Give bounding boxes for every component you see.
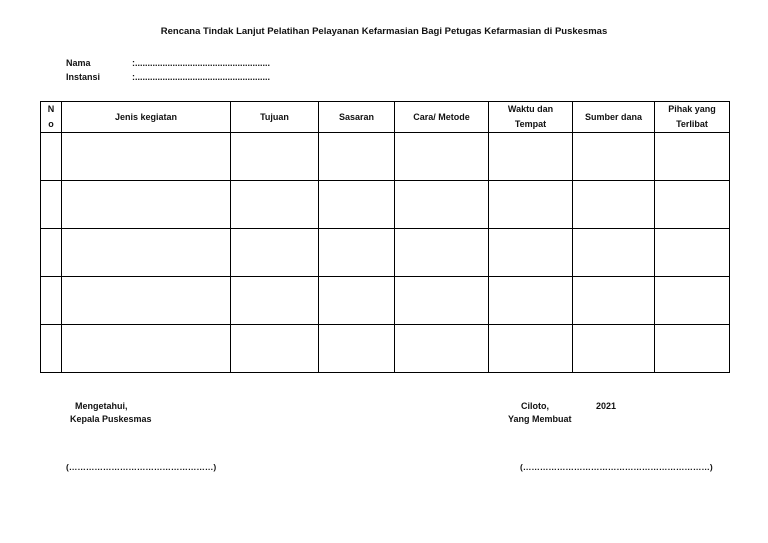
table-cell[interactable] [319, 133, 395, 181]
nama-row [66, 58, 270, 68]
table-row [41, 277, 730, 325]
table-cell[interactable] [319, 325, 395, 373]
left-signature-blank: (……………………………………………) [66, 462, 217, 472]
table-row [41, 133, 730, 181]
kepala-puskesmas-label: Kepala Puskesmas [70, 414, 152, 424]
table-cell[interactable] [395, 181, 489, 229]
table-cell[interactable] [62, 133, 231, 181]
instansi-row [66, 72, 270, 82]
year-label: 2021 [596, 401, 617, 411]
nama-label: Nama [66, 58, 91, 68]
table-cell[interactable] [62, 181, 231, 229]
table-cell[interactable] [573, 229, 655, 277]
table-row [41, 229, 730, 277]
table-cell[interactable] [395, 229, 489, 277]
table-cell[interactable] [489, 229, 573, 277]
table-cell[interactable] [395, 277, 489, 325]
table-cell[interactable] [41, 133, 62, 181]
table-cell[interactable] [319, 181, 395, 229]
table-cell[interactable] [489, 133, 573, 181]
header-no: N o [41, 102, 62, 133]
yang-membuat-label: Yang Membuat [508, 414, 572, 424]
table-cell[interactable] [655, 133, 730, 181]
table-cell[interactable] [655, 229, 730, 277]
table-cell[interactable] [655, 325, 730, 373]
table-cell[interactable] [395, 325, 489, 373]
header-tujuan: Tujuan [231, 102, 319, 133]
header-waktu-tempat: Waktu dan Tempat [489, 102, 573, 133]
header-pihak-terlibat: Pihak yang Terlibat [655, 102, 730, 133]
table-body [41, 133, 730, 373]
place-label: Ciloto, [521, 401, 549, 411]
header-cara-metode: Cara/ Metode [395, 102, 489, 133]
table-row [41, 325, 730, 373]
table-cell[interactable] [395, 133, 489, 181]
table-cell[interactable] [655, 277, 730, 325]
table-cell[interactable] [319, 229, 395, 277]
table-cell[interactable] [573, 133, 655, 181]
instansi-value: :...................................................... [132, 72, 271, 82]
table-header-row [41, 102, 730, 133]
header-sumber-dana: Sumber dana [573, 102, 655, 133]
table-cell[interactable] [62, 277, 231, 325]
header-jenis-kegiatan: Jenis kegiatan [62, 102, 231, 133]
table-cell[interactable] [231, 181, 319, 229]
table-cell[interactable] [41, 325, 62, 373]
table-cell[interactable] [62, 229, 231, 277]
table-cell[interactable] [231, 133, 319, 181]
document-title: Rencana Tindak Lanjut Pelatihan Pelayanan Kefarmasian Bagi Petugas Kefarmasian di Puskesmas [160, 26, 608, 37]
table-cell[interactable] [573, 181, 655, 229]
mengetahui-label: Mengetahui, [75, 401, 128, 411]
table-cell[interactable] [41, 229, 62, 277]
header-sasaran: Sasaran [319, 102, 395, 133]
nama-value: :...................................................... [132, 58, 271, 68]
table-cell[interactable] [573, 325, 655, 373]
table-cell[interactable] [655, 181, 730, 229]
table-cell[interactable] [41, 277, 62, 325]
table-cell[interactable] [41, 181, 62, 229]
table-cell[interactable] [489, 181, 573, 229]
table-cell[interactable] [231, 277, 319, 325]
table-cell[interactable] [489, 277, 573, 325]
table-cell[interactable] [573, 277, 655, 325]
table-cell[interactable] [231, 229, 319, 277]
table-cell[interactable] [489, 325, 573, 373]
instansi-label: Instansi [66, 72, 101, 82]
left-signature-block [75, 400, 128, 413]
right-signature-blank: (…………………………………………………………) [520, 462, 713, 472]
kepala-puskesmas-block [70, 413, 152, 426]
plan-table [40, 101, 730, 373]
table-cell[interactable] [319, 277, 395, 325]
table-row [41, 181, 730, 229]
table-cell[interactable] [62, 325, 231, 373]
table-cell[interactable] [231, 325, 319, 373]
